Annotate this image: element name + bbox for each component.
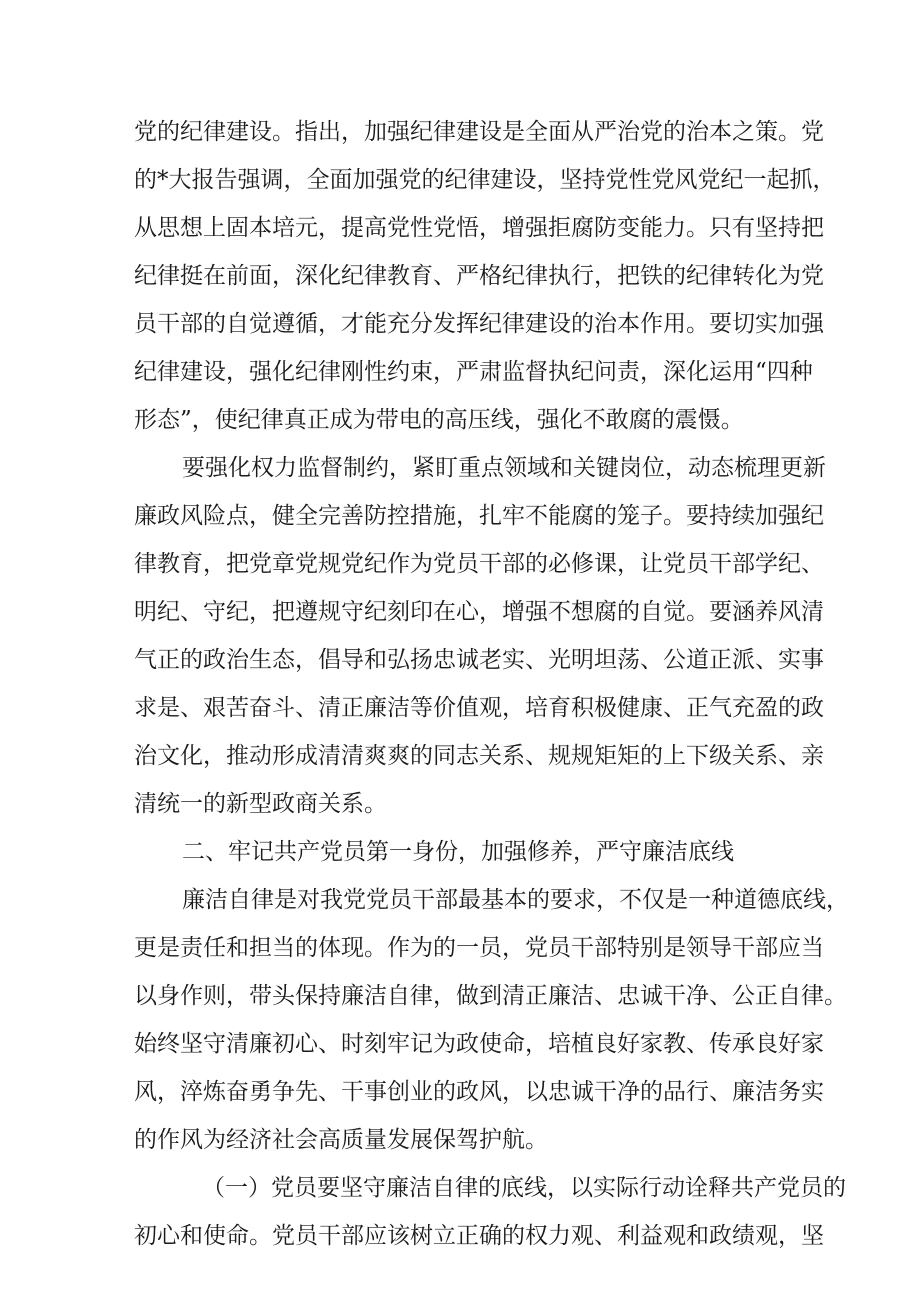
text-line: 更是责任和担当的体现。作为的一员，党员干部特别是领导干部应当: [134, 935, 824, 961]
text-line: 治文化，推动形成清清爽爽的同志关系、规规矩矩的上下级关系、亲: [134, 743, 824, 769]
text-line: 风，淬炼奋勇争先、干事创业的政风，以忠诚干净的品行、廉洁务实: [134, 1079, 824, 1105]
text-line: 的*大报告强调，全面加强党的纪律建设，坚持党性党风党纪一起抓，: [134, 167, 836, 193]
paragraph: [134, 876, 849, 1164]
text-line: 党的纪律建设。指出，加强纪律建设是全面从严治党的治本之策。党: [134, 119, 824, 145]
text-line: 气正的政治生态，倡导和弘扬忠诚老实、光明坦荡、公道正派、实事: [134, 647, 824, 673]
text-line: 廉政风险点，健全完善防控措施，扎牢不能腐的笼子。要持续加强纪: [134, 503, 824, 529]
paragraph: [134, 444, 826, 828]
section-heading: [134, 828, 794, 876]
text-line: 律教育，把党章党规党纪作为党员干部的必修课，让党员干部学纪、: [134, 551, 824, 577]
text-line: 要强化权力监督制约，紧盯重点领域和关键岗位，动态梳理更新: [182, 455, 826, 481]
text-line: 初心和使命。党员干部应该树立正确的权力观、利益观和政绩观，坚: [134, 1223, 824, 1249]
text-line: 纪律挺在前面，深化纪律教育、严格纪律执行，把铁的纪律转化为党: [134, 263, 824, 289]
text-line: 始终坚守清廉初心、时刻牢记为政使命，培植良好家教、传承良好家: [134, 1031, 824, 1057]
text-line: （一）党员要坚守廉洁自律的底线，以实际行动诠释共产党员的: [202, 1175, 846, 1201]
text-line: 廉洁自律是对我党党员干部最基本的要求，不仅是一种道德底线，: [182, 887, 849, 913]
text-line: 明纪、守纪，把遵规守纪刻印在心，增强不想腐的自觉。要涵养风清: [134, 599, 824, 625]
text-line: 从思想上固本培元，提高党性党悟，增强拒腐防变能力。只有坚持把: [134, 215, 824, 241]
text-line: 形态”，使纪律真正成为带电的高压线，强化不敢腐的震慑。: [134, 407, 744, 433]
heading-text: 二、牢记共产党员第一身份，加强修养，严守廉洁底线: [182, 839, 734, 865]
document-body: [134, 108, 849, 1260]
paragraph: [134, 108, 836, 444]
text-line: 清统一的新型政商关系。: [134, 791, 387, 817]
text-line: 的作风为经济社会高质量发展保驾护航。: [134, 1127, 548, 1153]
text-line: 纪律建设，强化纪律刚性约束，严肃监督执纪问责，深化运用“四种: [134, 359, 813, 385]
text-line: 以身作则，带头保持廉洁自律，做到清正廉洁、忠诚干净、公正自律。: [134, 983, 847, 1009]
text-line: 员干部的自觉遵循，才能充分发挥纪律建设的治本作用。要切实加强: [134, 311, 824, 337]
paragraph: [134, 1164, 846, 1260]
text-line: 求是、艰苦奋斗、清正廉洁等价值观，培育积极健康、正气充盈的政: [134, 695, 824, 721]
